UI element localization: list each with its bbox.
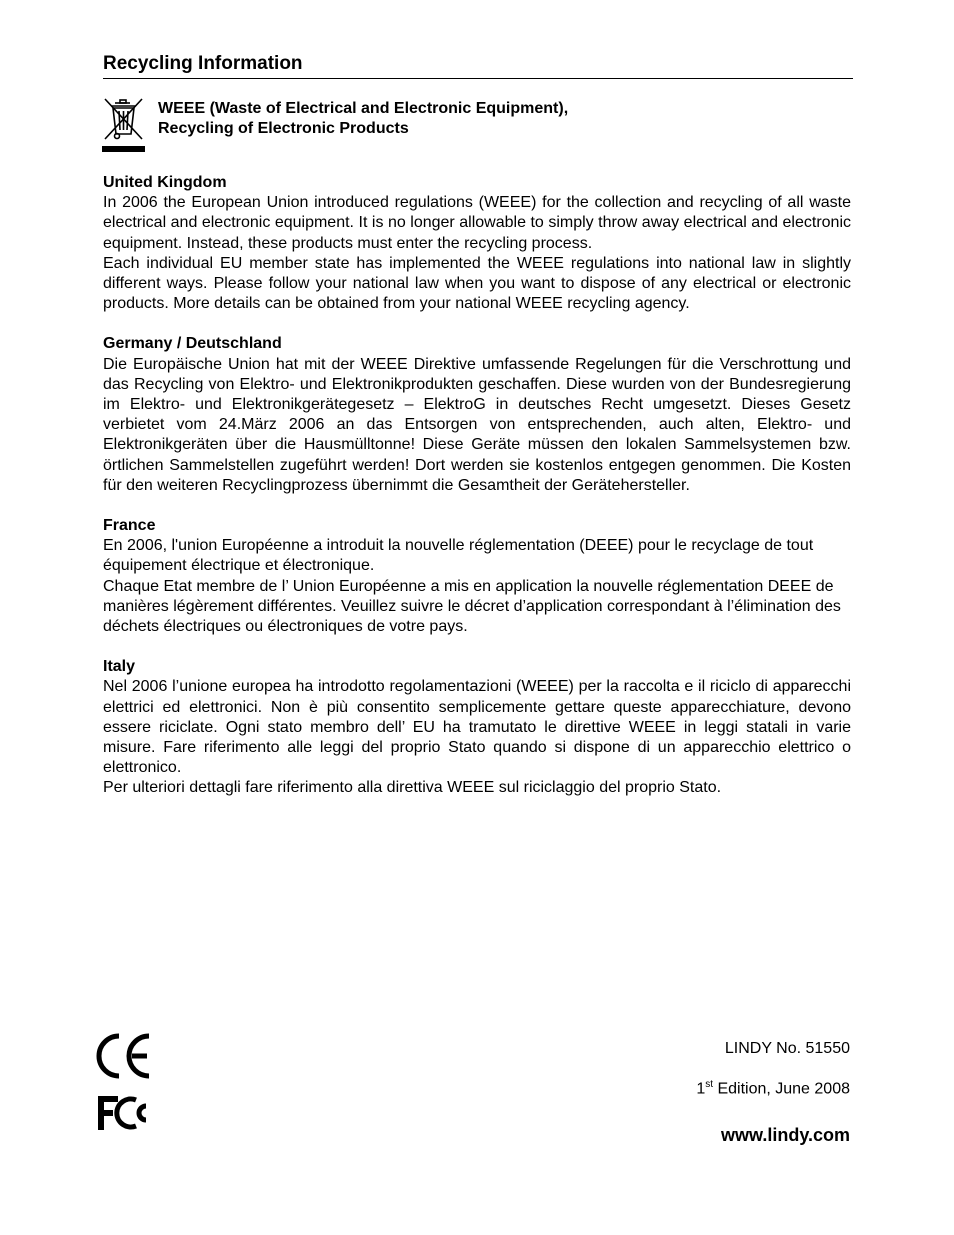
edition-date: Edition, June 2008 — [713, 1080, 850, 1098]
section-paragraph: Die Europäische Union hat mit der WEEE Direktive umfassende Regelungen für die Verschrottung und das Recycling von Elektro- und Elektronikprodukten geschaffen. Diese wurden von der Bundesregierung im Elektro- und Elektronikgerätegesetz – ElektroG in deutsches Recht umgesetzt. Dieses Gesetz verbietet vom 24.März 2006 an das Entsorgen von entsprechenden, auch alten, Elektro- und Elektronikgeräten über die Hausmülltonne! Diese Geräte müssen den lokalen Sammelsystemen bzw. örtlichen Sammelstellen zugeführt werden! Dort werden sie kostenlos entgegen genommen. Die Kosten für den weiteren Recyclingprozess übernimmt die Gesamtheit der Gerätehersteller. — [103, 355, 851, 494]
section-title: Germany / Deutschland — [103, 335, 282, 353]
weee-heading-line1: WEEE (Waste of Electrical and Electronic Equipment), — [158, 100, 569, 117]
ce-mark-icon — [95, 1031, 153, 1081]
section-title: France — [103, 517, 156, 535]
section-paragraph: In 2006 the European Union introduced regulations (WEEE) for the collection and recycling of all waste electrical and electronic equipment. It is no longer allowable to simply throw away electrical and electronic equipment. Instead, these products must enter the recycling process. — [103, 194, 851, 252]
website-url: www.lindy.com — [720, 1125, 850, 1145]
section-title: Italy — [103, 658, 136, 676]
page-title: Recycling Information — [103, 52, 853, 79]
section-paragraph: Per ulteriori dettagli fare riferimento alla direttiva WEEE sul riciclaggio del proprio Stato. — [103, 779, 722, 797]
section-united-kingdom — [103, 173, 851, 314]
section-germany — [103, 334, 851, 496]
recycling-sections — [103, 173, 851, 819]
section-paragraph: Nel 2006 l’unione europea ha introdotto regolamentazioni (WEEE) per la raccolta e il riciclo di apparecchi elettrici ed elettronici. Non è più consentito semplicemente gettare queste apparecchiature, devono essere riciclate. Ogni stato membro dell’ EU ha tramutato le direttive WEEE in leggi statali in varie misure. Fare riferimento alle leggi del proprio Stato quando si dispone di un apparecchio elettrico o elettronico. — [103, 678, 851, 777]
section-paragraph: En 2006, l'union Européenne a introduit la nouvelle réglementation (DEEE) pour le recyclage de tout équipement électrique et électronique. — [103, 537, 814, 575]
edition-number: 1 — [696, 1080, 706, 1098]
edition-ordinal: st — [705, 1079, 713, 1090]
section-title: United Kingdom — [103, 174, 227, 191]
lindy-product-number: LINDY No. 51550 — [724, 1040, 850, 1057]
fcc-logo-icon — [96, 1094, 154, 1132]
section-italy — [103, 657, 851, 798]
crossed-out-wheelie-bin-icon — [102, 97, 146, 153]
section-paragraph: Each individual EU member state has implemented the WEEE regulations into national law in slightly different ways. Please follow your national law when you want to dispose of any electrical or electronic products. More details can be obtained from your national WEEE recycling agency. — [103, 254, 851, 313]
weee-heading-line2: Recycling of Electronic Products — [158, 120, 409, 137]
section-paragraph: Chaque Etat membre de l’ Union Européenne a mis en application la nouvelle réglementation DEEE de manières légèrement différentes. Veuillez suivre le décret d’application correspondant à l’élimination des déchets électriques ou électroniques de votre pays. — [103, 577, 841, 636]
weee-heading — [158, 99, 568, 139]
section-france — [103, 516, 851, 637]
edition-info — [696, 1079, 850, 1098]
